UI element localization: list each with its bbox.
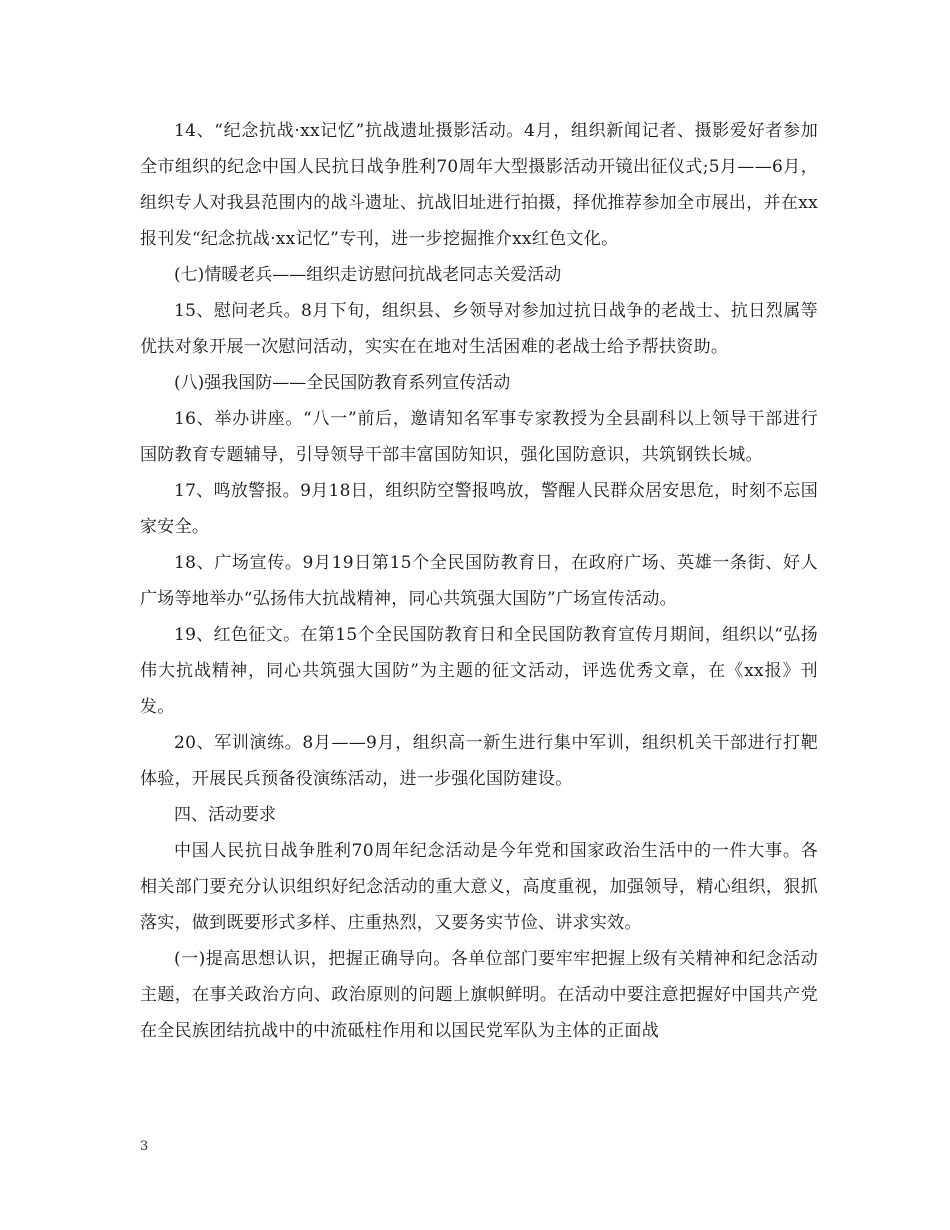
paragraph-item-20: 20、军训演练。8月——9月，组织高一新生进行集中军训，组织机关干部进行打靶体验，开展民兵预备役演练活动，进一步强化国防建设。 [140, 733, 818, 789]
paragraph-item-14: 14、“纪念抗战·xx记忆”抗战遗址摄影活动。4月，组织新闻记者、摄影爱好者参加全市组织的纪念中国人民抗日战争胜利70周年大型摄影活动开镜出征仪式;5月——6月，组织专人对我县范围内的战斗遗址、抗战旧址进行拍摄，择优推荐参加全市展出，并在xx报刊发“纪念抗战·xx记忆”专刊，进一步挖掘推介xx红色文化。 [140, 121, 818, 249]
section-heading-7: (七)情暖老兵——组织走访慰问抗战老同志关爱活动 [174, 265, 562, 285]
paragraph-item-15: 15、慰问老兵。8月下旬，组织县、乡领导对参加过抗日战争的老战士、抗日烈属等优扶对象开展一次慰问活动，实实在在地对生活困难的老战士给予帮扶资助。 [140, 301, 818, 357]
page-number: 3 [140, 1139, 149, 1154]
document-body [140, 113, 818, 1049]
section-heading-8: (八)强我国防——全民国防教育系列宣传活动 [174, 373, 511, 393]
paragraph-item-17: 17、鸣放警报。9月18日，组织防空警报鸣放，警醒人民群众居安思危，时刻不忘国家安全。 [140, 481, 818, 537]
paragraph-item-16: 16、举办讲座。“八一”前后，邀请知名军事专家教授为全县副科以上领导干部进行国防教育专题辅导，引导领导干部丰富国防知识，强化国防意识，共筑钢铁长城。 [140, 409, 818, 465]
paragraph-requirement-1: (一)提高思想认识，把握正确导向。各单位部门要牢牢把握上级有关精神和纪念活动主题，在事关政治方向、政治原则的问题上旗帜鲜明。在活动中要注意把握好中国共产党在全民族团结抗战中的中流砥柱作用和以国民党军队为主体的正面战 [140, 949, 818, 1041]
section-heading-4: 四、活动要求 [174, 805, 276, 825]
paragraph-requirements-intro: 中国人民抗日战争胜利70周年纪念活动是今年党和国家政治生活中的一件大事。各相关部门要充分认识组织好纪念活动的重大意义，高度重视，加强领导，精心组织，狠抓落实，做到既要形式多样、庄重热烈，又要务实节俭、讲求实效。 [140, 841, 818, 933]
paragraph-item-18: 18、广场宣传。9月19日第15个全民国防教育日，在政府广场、英雄一条街、好人广场等地举办“弘扬伟大抗战精神，同心共筑强大国防”广场宣传活动。 [140, 553, 818, 609]
paragraph-item-19: 19、红色征文。在第15个全民国防教育日和全民国防教育宣传月期间，组织以“弘扬伟大抗战精神，同心共筑强大国防”为主题的征文活动，评选优秀文章，在《xx报》刊发。 [140, 625, 818, 717]
